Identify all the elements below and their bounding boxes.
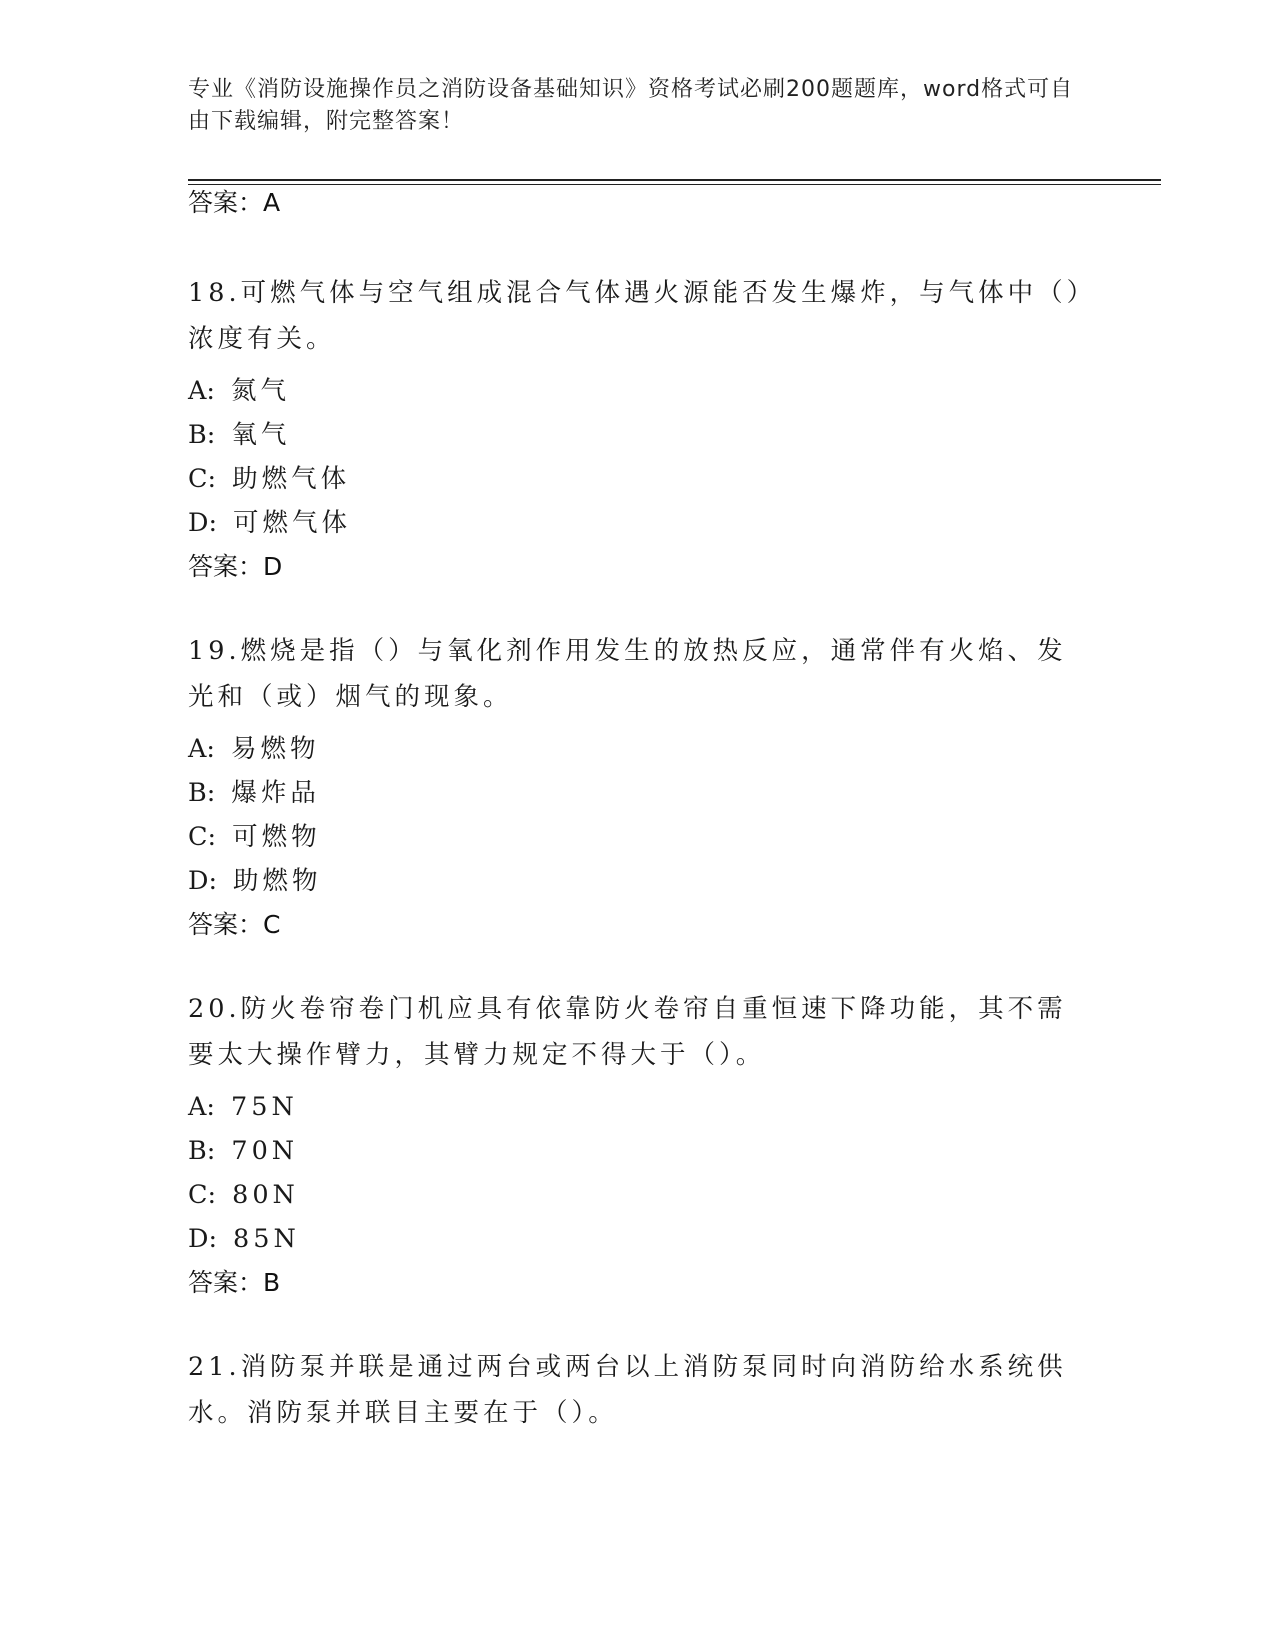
option-letter: D: <box>188 508 218 538</box>
question-number: 20. <box>188 994 241 1024</box>
question-number: 21. <box>188 1352 241 1382</box>
option-text: 70N <box>231 1136 299 1166</box>
option-text: 助燃气体 <box>232 464 351 494</box>
option-text: 爆炸品 <box>231 778 320 808</box>
option-letter: A: <box>188 376 216 406</box>
answer-value: A <box>263 188 281 217</box>
option-text: 易燃物 <box>231 734 320 764</box>
option-letter: B: <box>188 778 216 808</box>
question-text <box>188 628 1088 720</box>
option-a <box>188 732 320 766</box>
question-body: 防火卷帘卷门机应具有依靠防火卷帘自重恒速下降功能，其不需要太大操作臂力，其臂力规定不得大于（）。 <box>188 994 1067 1070</box>
answer-label: 答案： <box>188 910 264 939</box>
option-text: 75N <box>231 1092 298 1122</box>
answer-line <box>188 550 282 584</box>
option-letter: B: <box>188 420 216 450</box>
option-a <box>188 374 290 408</box>
option-b <box>188 776 320 810</box>
option-letter: C: <box>188 1180 217 1210</box>
option-d <box>188 506 351 540</box>
answer-label: 答案： <box>188 552 264 581</box>
option-d <box>188 864 322 898</box>
answer-value: D <box>263 552 283 581</box>
question-text <box>188 270 1088 362</box>
option-text: 可燃气体 <box>233 508 352 538</box>
option-letter: C: <box>188 464 217 494</box>
option-letter: D: <box>188 866 218 896</box>
answer-value: C <box>263 910 281 939</box>
option-d <box>188 1222 300 1256</box>
question-number: 19. <box>188 636 241 666</box>
answer-line <box>188 908 280 942</box>
option-c <box>188 820 321 854</box>
option-a <box>188 1090 298 1124</box>
answer-value: B <box>263 1268 281 1297</box>
option-letter: C: <box>188 822 217 852</box>
option-b <box>188 1134 298 1168</box>
option-c <box>188 1178 299 1212</box>
answer-line <box>188 1266 280 1300</box>
option-letter: D: <box>188 1224 218 1254</box>
question-body: 燃烧是指（）与氧化剂作用发生的放热反应，通常伴有火焰、发光和（或）烟气的现象。 <box>188 636 1067 712</box>
option-c <box>188 462 350 496</box>
question-body: 可燃气体与空气组成混合气体遇火源能否发生爆炸，与气体中（）浓度有关。 <box>188 278 1084 354</box>
option-text: 80N <box>232 1180 299 1210</box>
option-letter: A: <box>188 1092 216 1122</box>
question-body: 消防泵并联是通过两台或两台以上消防泵同时向消防给水系统供水。消防泵并联目主要在于（）。 <box>188 1352 1067 1428</box>
page-header: 专业《消防设施操作员之消防设备基础知识》资格考试必刷200题题库，word格式可自由下载编辑，附完整答案！ <box>188 77 1074 134</box>
answer-label: 答案： <box>188 1268 264 1297</box>
option-letter: A: <box>188 734 216 764</box>
option-text: 可燃物 <box>232 822 321 852</box>
question-number: 18. <box>188 278 241 308</box>
option-text: 助燃物 <box>233 866 322 896</box>
option-b <box>188 418 290 452</box>
header-rule-thick <box>188 179 1161 181</box>
answer-line <box>188 186 280 220</box>
question-text <box>188 986 1088 1078</box>
header-rule-thin <box>188 184 1161 185</box>
option-letter: B: <box>188 1136 216 1166</box>
option-text: 85N <box>233 1224 300 1254</box>
option-text: 氧气 <box>231 420 291 450</box>
option-text: 氮气 <box>231 376 291 406</box>
answer-label: 答案： <box>188 188 264 217</box>
question-text <box>188 1344 1088 1436</box>
